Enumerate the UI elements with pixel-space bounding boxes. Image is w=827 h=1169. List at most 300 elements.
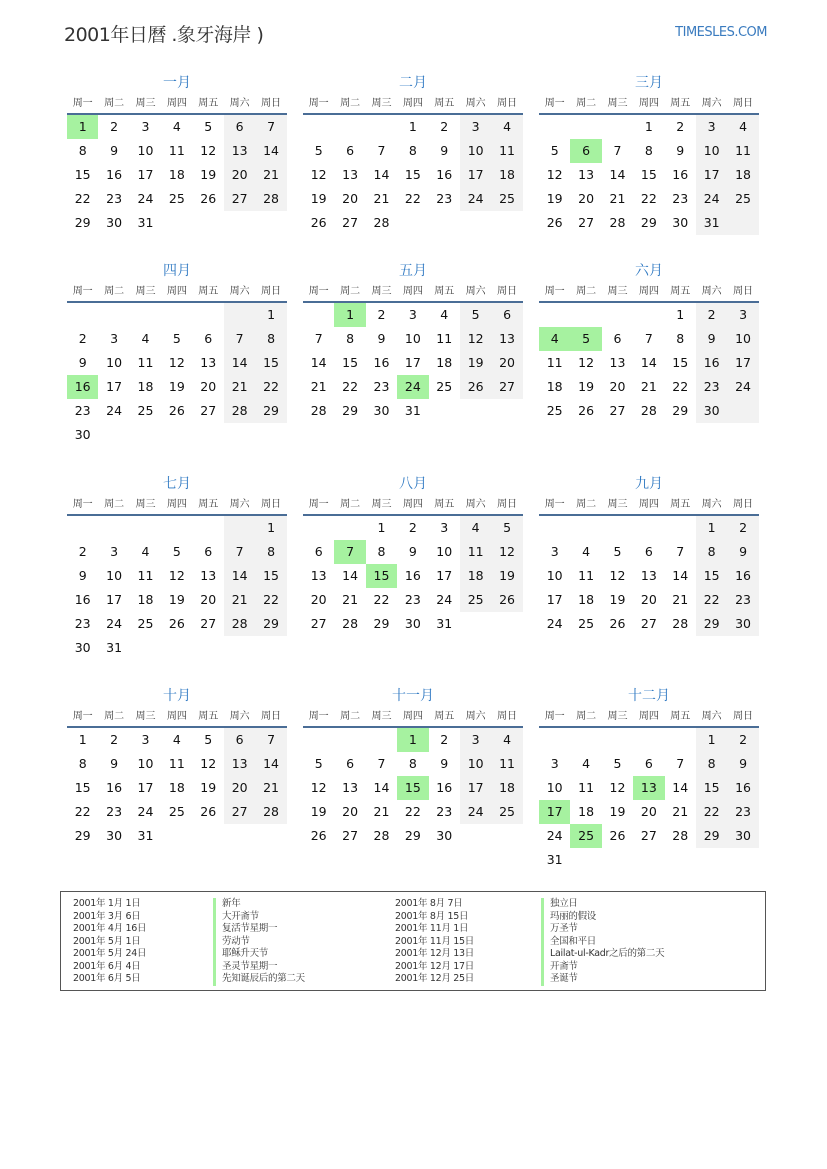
day-cell[interactable]: 25	[546, 403, 563, 418]
day-cell[interactable]: 29	[640, 215, 657, 230]
day-cell[interactable]: 12	[310, 780, 327, 795]
day-cell[interactable]: 24	[460, 187, 491, 211]
day-cell[interactable]: 11	[491, 139, 522, 163]
day-cell[interactable]: 6	[314, 544, 323, 559]
day-cell[interactable]: 27	[224, 800, 255, 824]
holiday-day-cell[interactable]: 5	[570, 327, 601, 351]
day-cell[interactable]: 10	[436, 544, 453, 559]
day-cell[interactable]: 19	[546, 191, 563, 206]
day-cell[interactable]: 22	[255, 588, 286, 612]
day-cell[interactable]: 20	[224, 163, 255, 187]
day-cell[interactable]: 19	[168, 592, 185, 607]
day-cell[interactable]: 5	[613, 544, 622, 559]
day-cell[interactable]: 28	[310, 403, 327, 418]
day-cell[interactable]: 13	[224, 752, 255, 776]
day-cell[interactable]: 16	[74, 592, 91, 607]
day-cell[interactable]: 18	[168, 780, 185, 795]
day-cell[interactable]: 5	[204, 119, 213, 134]
day-cell[interactable]: 19	[310, 804, 327, 819]
day-cell[interactable]: 7	[314, 331, 323, 346]
day-cell[interactable]: 28	[640, 403, 657, 418]
day-cell[interactable]: 20	[224, 776, 255, 800]
day-cell[interactable]: 30	[74, 427, 91, 442]
day-cell[interactable]: 27	[200, 403, 217, 418]
day-cell[interactable]: 9	[110, 756, 119, 771]
day-cell[interactable]: 23	[404, 592, 421, 607]
day-cell[interactable]: 1	[408, 119, 417, 134]
day-cell[interactable]: 7	[224, 540, 255, 564]
day-cell[interactable]: 15	[640, 167, 657, 182]
day-cell[interactable]: 4	[141, 331, 150, 346]
day-cell[interactable]: 20	[342, 191, 359, 206]
day-cell[interactable]: 28	[255, 800, 286, 824]
day-cell[interactable]: 19	[200, 167, 217, 182]
day-cell[interactable]: 2	[727, 516, 758, 540]
day-cell[interactable]: 6	[204, 544, 213, 559]
day-cell[interactable]: 9	[408, 544, 417, 559]
day-cell[interactable]: 17	[137, 167, 154, 182]
day-cell[interactable]: 24	[546, 828, 563, 843]
day-cell[interactable]: 31	[137, 215, 154, 230]
day-cell[interactable]: 8	[408, 756, 417, 771]
holiday-day-cell[interactable]: 15	[366, 564, 397, 588]
day-cell[interactable]: 20	[640, 804, 657, 819]
brand-logo[interactable]: TIMESLES.COM	[675, 25, 767, 40]
day-cell[interactable]: 11	[137, 568, 154, 583]
day-cell[interactable]: 18	[578, 804, 595, 819]
day-cell[interactable]: 15	[255, 351, 286, 375]
day-cell[interactable]: 12	[310, 167, 327, 182]
day-cell[interactable]: 3	[550, 756, 559, 771]
day-cell[interactable]: 31	[404, 403, 421, 418]
holiday-day-cell[interactable]: 1	[334, 303, 365, 327]
day-cell[interactable]: 13	[342, 167, 359, 182]
day-cell[interactable]: 18	[168, 167, 185, 182]
day-cell[interactable]: 31	[696, 211, 727, 235]
day-cell[interactable]: 27	[342, 828, 359, 843]
day-cell[interactable]: 23	[436, 804, 453, 819]
day-cell[interactable]: 4	[172, 732, 181, 747]
day-cell[interactable]: 21	[672, 592, 689, 607]
day-cell[interactable]: 17	[696, 163, 727, 187]
day-cell[interactable]: 3	[141, 119, 150, 134]
day-cell[interactable]: 10	[460, 752, 491, 776]
day-cell[interactable]: 15	[255, 564, 286, 588]
day-cell[interactable]: 2	[676, 119, 685, 134]
day-cell[interactable]: 15	[404, 167, 421, 182]
day-cell[interactable]: 18	[727, 163, 758, 187]
day-cell[interactable]: 14	[373, 167, 390, 182]
day-cell[interactable]: 10	[460, 139, 491, 163]
day-cell[interactable]: 23	[672, 191, 689, 206]
day-cell[interactable]: 20	[200, 379, 217, 394]
day-cell[interactable]: 8	[696, 540, 727, 564]
day-cell[interactable]: 9	[78, 568, 87, 583]
holiday-day-cell[interactable]: 1	[397, 728, 428, 752]
day-cell[interactable]: 26	[609, 828, 626, 843]
day-cell[interactable]: 14	[672, 568, 689, 583]
day-cell[interactable]: 25	[727, 187, 758, 211]
day-cell[interactable]: 2	[440, 732, 449, 747]
day-cell[interactable]: 26	[460, 375, 491, 399]
day-cell[interactable]: 25	[436, 379, 453, 394]
day-cell[interactable]: 26	[200, 191, 217, 206]
day-cell[interactable]: 8	[676, 331, 685, 346]
day-cell[interactable]: 10	[106, 355, 123, 370]
day-cell[interactable]: 26	[168, 616, 185, 631]
day-cell[interactable]: 21	[310, 379, 327, 394]
day-cell[interactable]: 5	[314, 143, 323, 158]
day-cell[interactable]: 26	[200, 804, 217, 819]
day-cell[interactable]: 1	[377, 520, 386, 535]
day-cell[interactable]: 3	[727, 303, 758, 327]
day-cell[interactable]: 18	[436, 355, 453, 370]
day-cell[interactable]: 27	[640, 828, 657, 843]
day-cell[interactable]: 31	[546, 852, 563, 867]
day-cell[interactable]: 31	[106, 640, 123, 655]
day-cell[interactable]: 14	[255, 752, 286, 776]
day-cell[interactable]: 11	[168, 756, 185, 771]
day-cell[interactable]: 17	[436, 568, 453, 583]
day-cell[interactable]: 29	[373, 616, 390, 631]
day-cell[interactable]: 28	[672, 616, 689, 631]
day-cell[interactable]: 9	[377, 331, 386, 346]
day-cell[interactable]: 20	[578, 191, 595, 206]
day-cell[interactable]: 5	[460, 303, 491, 327]
day-cell[interactable]: 23	[727, 588, 758, 612]
day-cell[interactable]: 18	[137, 592, 154, 607]
day-cell[interactable]: 3	[110, 331, 119, 346]
day-cell[interactable]: 26	[546, 215, 563, 230]
day-cell[interactable]: 25	[491, 800, 522, 824]
day-cell[interactable]: 16	[727, 776, 758, 800]
day-cell[interactable]: 22	[74, 804, 91, 819]
day-cell[interactable]: 26	[310, 215, 327, 230]
day-cell[interactable]: 27	[200, 616, 217, 631]
day-cell[interactable]: 10	[546, 568, 563, 583]
day-cell[interactable]: 29	[672, 403, 689, 418]
day-cell[interactable]: 12	[609, 568, 626, 583]
day-cell[interactable]: 17	[460, 163, 491, 187]
day-cell[interactable]: 6	[224, 728, 255, 752]
day-cell[interactable]: 2	[408, 520, 417, 535]
day-cell[interactable]: 5	[314, 756, 323, 771]
day-cell[interactable]: 11	[491, 752, 522, 776]
day-cell[interactable]: 24	[436, 592, 453, 607]
day-cell[interactable]: 26	[491, 588, 522, 612]
day-cell[interactable]: 21	[255, 163, 286, 187]
day-cell[interactable]: 10	[727, 327, 758, 351]
day-cell[interactable]: 28	[255, 187, 286, 211]
day-cell[interactable]: 19	[200, 780, 217, 795]
day-cell[interactable]: 24	[137, 804, 154, 819]
day-cell[interactable]: 25	[168, 804, 185, 819]
day-cell[interactable]: 14	[224, 564, 255, 588]
day-cell[interactable]: 18	[578, 592, 595, 607]
day-cell[interactable]: 5	[491, 516, 522, 540]
holiday-day-cell[interactable]: 25	[570, 824, 601, 848]
day-cell[interactable]: 9	[440, 143, 449, 158]
day-cell[interactable]: 29	[696, 824, 727, 848]
day-cell[interactable]: 12	[168, 568, 185, 583]
day-cell[interactable]: 25	[137, 616, 154, 631]
day-cell[interactable]: 20	[609, 379, 626, 394]
day-cell[interactable]: 27	[640, 616, 657, 631]
day-cell[interactable]: 7	[644, 331, 653, 346]
day-cell[interactable]: 7	[613, 143, 622, 158]
day-cell[interactable]: 23	[106, 191, 123, 206]
day-cell[interactable]: 22	[342, 379, 359, 394]
day-cell[interactable]: 16	[727, 564, 758, 588]
day-cell[interactable]: 3	[460, 115, 491, 139]
day-cell[interactable]: 21	[255, 776, 286, 800]
day-cell[interactable]: 29	[74, 828, 91, 843]
day-cell[interactable]: 13	[609, 355, 626, 370]
day-cell[interactable]: 8	[78, 143, 87, 158]
day-cell[interactable]: 20	[310, 592, 327, 607]
day-cell[interactable]: 12	[578, 355, 595, 370]
day-cell[interactable]: 7	[255, 115, 286, 139]
day-cell[interactable]: 5	[172, 544, 181, 559]
day-cell[interactable]: 4	[460, 516, 491, 540]
day-cell[interactable]: 28	[609, 215, 626, 230]
day-cell[interactable]: 24	[106, 403, 123, 418]
day-cell[interactable]: 22	[255, 375, 286, 399]
day-cell[interactable]: 1	[696, 516, 727, 540]
day-cell[interactable]: 1	[644, 119, 653, 134]
day-cell[interactable]: 4	[727, 115, 758, 139]
day-cell[interactable]: 8	[377, 544, 386, 559]
day-cell[interactable]: 16	[436, 167, 453, 182]
day-cell[interactable]: 24	[546, 616, 563, 631]
day-cell[interactable]: 13	[640, 568, 657, 583]
day-cell[interactable]: 12	[200, 756, 217, 771]
day-cell[interactable]: 16	[696, 351, 727, 375]
day-cell[interactable]: 23	[373, 379, 390, 394]
day-cell[interactable]: 25	[578, 616, 595, 631]
day-cell[interactable]: 28	[224, 612, 255, 636]
day-cell[interactable]: 15	[696, 564, 727, 588]
day-cell[interactable]: 12	[460, 327, 491, 351]
day-cell[interactable]: 27	[578, 215, 595, 230]
day-cell[interactable]: 17	[137, 780, 154, 795]
day-cell[interactable]: 8	[78, 756, 87, 771]
day-cell[interactable]: 17	[727, 351, 758, 375]
day-cell[interactable]: 8	[408, 143, 417, 158]
day-cell[interactable]: 24	[727, 375, 758, 399]
day-cell[interactable]: 10	[696, 139, 727, 163]
day-cell[interactable]: 1	[255, 303, 286, 327]
day-cell[interactable]: 9	[727, 540, 758, 564]
day-cell[interactable]: 13	[200, 568, 217, 583]
day-cell[interactable]: 19	[578, 379, 595, 394]
day-cell[interactable]: 2	[110, 732, 119, 747]
day-cell[interactable]: 22	[640, 191, 657, 206]
day-cell[interactable]: 14	[255, 139, 286, 163]
day-cell[interactable]: 22	[404, 191, 421, 206]
day-cell[interactable]: 8	[644, 143, 653, 158]
day-cell[interactable]: 7	[224, 327, 255, 351]
day-cell[interactable]: 5	[613, 756, 622, 771]
day-cell[interactable]: 25	[460, 588, 491, 612]
day-cell[interactable]: 6	[491, 303, 522, 327]
day-cell[interactable]: 30	[672, 215, 689, 230]
day-cell[interactable]: 4	[141, 544, 150, 559]
day-cell[interactable]: 21	[342, 592, 359, 607]
day-cell[interactable]: 2	[696, 303, 727, 327]
day-cell[interactable]: 30	[727, 824, 758, 848]
day-cell[interactable]: 3	[460, 728, 491, 752]
day-cell[interactable]: 2	[110, 119, 119, 134]
day-cell[interactable]: 11	[168, 143, 185, 158]
day-cell[interactable]: 2	[377, 307, 386, 322]
day-cell[interactable]: 9	[676, 143, 685, 158]
day-cell[interactable]: 4	[491, 115, 522, 139]
day-cell[interactable]: 16	[404, 568, 421, 583]
day-cell[interactable]: 3	[696, 115, 727, 139]
day-cell[interactable]: 4	[582, 756, 591, 771]
day-cell[interactable]: 23	[106, 804, 123, 819]
day-cell[interactable]: 29	[255, 612, 286, 636]
day-cell[interactable]: 2	[78, 544, 87, 559]
day-cell[interactable]: 28	[342, 616, 359, 631]
day-cell[interactable]: 15	[74, 780, 91, 795]
day-cell[interactable]: 30	[436, 828, 453, 843]
day-cell[interactable]: 21	[640, 379, 657, 394]
day-cell[interactable]: 14	[224, 351, 255, 375]
day-cell[interactable]: 6	[613, 331, 622, 346]
holiday-day-cell[interactable]: 7	[334, 540, 365, 564]
day-cell[interactable]: 14	[310, 355, 327, 370]
day-cell[interactable]: 1	[78, 732, 87, 747]
day-cell[interactable]: 10	[137, 756, 154, 771]
day-cell[interactable]: 14	[609, 167, 626, 182]
day-cell[interactable]: 1	[676, 307, 685, 322]
day-cell[interactable]: 21	[609, 191, 626, 206]
day-cell[interactable]: 22	[696, 800, 727, 824]
day-cell[interactable]: 6	[204, 331, 213, 346]
day-cell[interactable]: 27	[224, 187, 255, 211]
day-cell[interactable]: 30	[696, 399, 727, 423]
day-cell[interactable]: 18	[491, 776, 522, 800]
day-cell[interactable]: 23	[436, 191, 453, 206]
day-cell[interactable]: 3	[141, 732, 150, 747]
day-cell[interactable]: 16	[672, 167, 689, 182]
day-cell[interactable]: 5	[204, 732, 213, 747]
day-cell[interactable]: 12	[491, 540, 522, 564]
day-cell[interactable]: 26	[578, 403, 595, 418]
day-cell[interactable]: 6	[224, 115, 255, 139]
day-cell[interactable]: 14	[672, 780, 689, 795]
day-cell[interactable]: 27	[609, 403, 626, 418]
day-cell[interactable]: 15	[74, 167, 91, 182]
day-cell[interactable]: 7	[377, 756, 386, 771]
day-cell[interactable]: 24	[106, 616, 123, 631]
day-cell[interactable]: 29	[342, 403, 359, 418]
day-cell[interactable]: 11	[137, 355, 154, 370]
day-cell[interactable]: 13	[224, 139, 255, 163]
day-cell[interactable]: 16	[106, 167, 123, 182]
day-cell[interactable]: 13	[310, 568, 327, 583]
day-cell[interactable]: 29	[74, 215, 91, 230]
day-cell[interactable]: 7	[255, 728, 286, 752]
day-cell[interactable]: 1	[696, 728, 727, 752]
day-cell[interactable]: 11	[578, 568, 595, 583]
day-cell[interactable]: 8	[696, 752, 727, 776]
day-cell[interactable]: 4	[440, 307, 449, 322]
day-cell[interactable]: 17	[106, 592, 123, 607]
day-cell[interactable]: 1	[255, 516, 286, 540]
day-cell[interactable]: 20	[491, 351, 522, 375]
day-cell[interactable]: 24	[460, 800, 491, 824]
day-cell[interactable]: 23	[74, 403, 91, 418]
day-cell[interactable]: 23	[696, 375, 727, 399]
day-cell[interactable]: 29	[255, 399, 286, 423]
day-cell[interactable]: 22	[696, 588, 727, 612]
day-cell[interactable]: 9	[696, 327, 727, 351]
day-cell[interactable]: 26	[609, 616, 626, 631]
day-cell[interactable]: 21	[224, 375, 255, 399]
day-cell[interactable]: 19	[491, 564, 522, 588]
day-cell[interactable]: 4	[172, 119, 181, 134]
day-cell[interactable]: 7	[676, 544, 685, 559]
day-cell[interactable]: 15	[672, 355, 689, 370]
day-cell[interactable]: 30	[727, 612, 758, 636]
day-cell[interactable]: 27	[491, 375, 522, 399]
day-cell[interactable]: 11	[436, 331, 453, 346]
day-cell[interactable]: 12	[200, 143, 217, 158]
day-cell[interactable]: 12	[609, 780, 626, 795]
day-cell[interactable]: 3	[408, 307, 417, 322]
holiday-day-cell[interactable]: 1	[67, 115, 98, 139]
day-cell[interactable]: 13	[342, 780, 359, 795]
day-cell[interactable]: 16	[373, 355, 390, 370]
day-cell[interactable]: 8	[255, 540, 286, 564]
day-cell[interactable]: 28	[224, 399, 255, 423]
day-cell[interactable]: 24	[696, 187, 727, 211]
day-cell[interactable]: 18	[491, 163, 522, 187]
day-cell[interactable]: 25	[137, 403, 154, 418]
day-cell[interactable]: 27	[342, 215, 359, 230]
day-cell[interactable]: 9	[110, 143, 119, 158]
day-cell[interactable]: 11	[460, 540, 491, 564]
day-cell[interactable]: 20	[200, 592, 217, 607]
day-cell[interactable]: 8	[346, 331, 355, 346]
day-cell[interactable]: 25	[168, 191, 185, 206]
day-cell[interactable]: 2	[78, 331, 87, 346]
day-cell[interactable]: 10	[106, 568, 123, 583]
day-cell[interactable]: 14	[640, 355, 657, 370]
day-cell[interactable]: 17	[106, 379, 123, 394]
day-cell[interactable]: 28	[373, 828, 390, 843]
day-cell[interactable]: 13	[578, 167, 595, 182]
day-cell[interactable]: 22	[672, 379, 689, 394]
day-cell[interactable]: 12	[168, 355, 185, 370]
day-cell[interactable]: 6	[644, 544, 653, 559]
day-cell[interactable]: 30	[106, 828, 123, 843]
day-cell[interactable]: 11	[727, 139, 758, 163]
day-cell[interactable]: 30	[106, 215, 123, 230]
day-cell[interactable]: 26	[310, 828, 327, 843]
day-cell[interactable]: 9	[727, 752, 758, 776]
day-cell[interactable]: 19	[460, 351, 491, 375]
day-cell[interactable]: 16	[436, 780, 453, 795]
day-cell[interactable]: 18	[460, 564, 491, 588]
day-cell[interactable]: 6	[346, 756, 355, 771]
day-cell[interactable]: 4	[582, 544, 591, 559]
day-cell[interactable]: 5	[172, 331, 181, 346]
day-cell[interactable]: 7	[377, 143, 386, 158]
